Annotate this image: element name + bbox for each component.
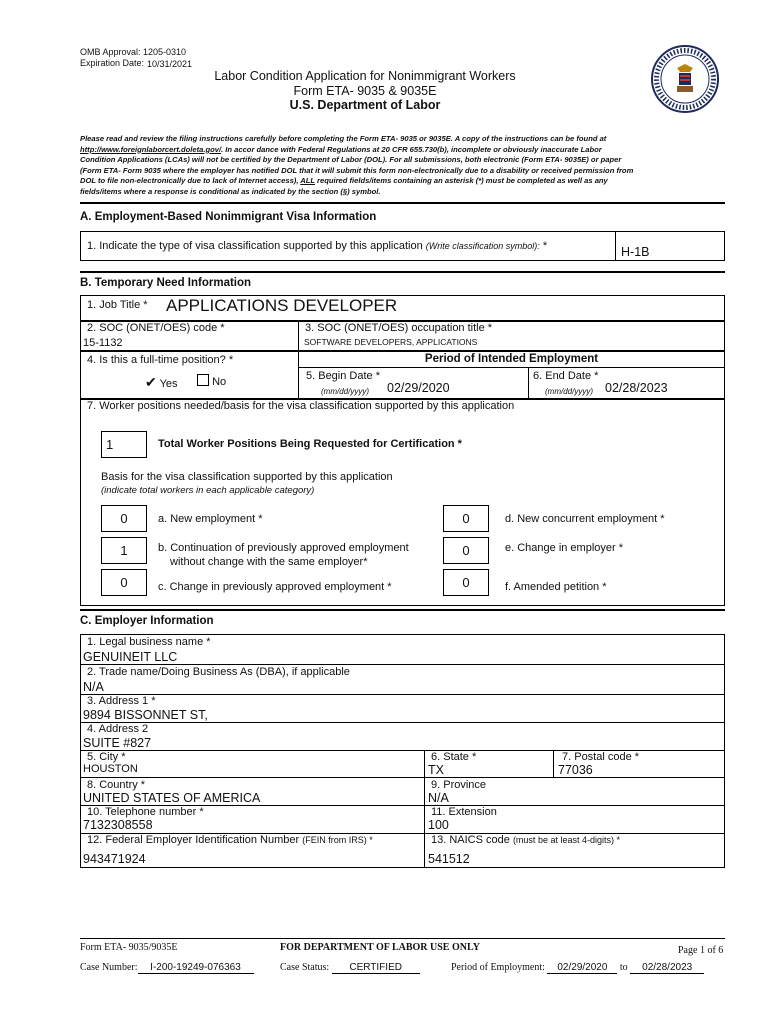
job-title-label: 1. Job Title *	[87, 299, 148, 311]
expiration-value: 10/31/2021	[147, 59, 193, 69]
department-name: U.S. Department of Labor	[289, 98, 441, 112]
address2-value[interactable]: SUITE #827	[83, 736, 152, 750]
phone-label: 10. Telephone number *	[87, 806, 204, 818]
postal-label: 7. Postal code *	[562, 751, 640, 763]
employer-row-rule	[80, 694, 725, 695]
fulltime-label: 4. Is this a full-time position? *	[87, 354, 234, 366]
yes-checkbox-checked-icon: ✔	[145, 374, 157, 390]
soc-title-value[interactable]: SOFTWARE DEVELOPERS, APPLICATIONS	[304, 337, 478, 347]
address1-label: 3. Address 1 *	[87, 695, 156, 707]
change-employer-label: e. Change in employer *	[505, 542, 624, 554]
section-c-header: C. Employer Information	[80, 615, 214, 627]
continuation-label: b. Continuation of previously approved employment	[158, 542, 409, 554]
dba-value[interactable]: N/A	[83, 680, 104, 694]
soc-divider	[298, 321, 299, 351]
basis-label: Basis for the visa classification supported by this application	[101, 471, 393, 483]
extension-value[interactable]: 100	[428, 818, 449, 832]
worker-positions-label: 7. Worker positions needed/basis for the visa classification supported by this application	[87, 400, 515, 412]
employer-row-rule	[80, 777, 725, 778]
period-to-value[interactable]: 02/28/2023	[630, 962, 704, 974]
amended-petition-value[interactable]: 0	[443, 569, 489, 596]
case-status: Case Status: CERTIFIED	[280, 962, 420, 974]
visa-type-divider	[615, 231, 616, 261]
phone-value[interactable]: 7132308558	[83, 818, 153, 832]
soc-title-label: 3. SOC (ONET/OES) occupation title *	[305, 322, 493, 334]
legal-name-label: 1. Legal business name *	[87, 636, 211, 648]
period-of-employment: Period of Employment: 02/29/2020 to 02/28/2023	[451, 962, 704, 974]
footer-rule	[80, 938, 725, 939]
section-b-header: B. Temporary Need Information	[80, 277, 252, 289]
province-value[interactable]: N/A	[428, 791, 449, 805]
basis-hint: (indicate total workers in each applicable category)	[101, 485, 315, 496]
employer-col-divider	[424, 750, 425, 868]
naics-label: 13. NAICS code (must be at least 4-digits) *	[431, 834, 620, 846]
amended-petition-label: f. Amended petition *	[505, 581, 607, 593]
total-positions-value[interactable]: 1	[101, 431, 147, 458]
job-title-value[interactable]: APPLICATIONS DEVELOPER	[166, 296, 398, 315]
change-previous-label: c. Change in previously approved employment *	[158, 581, 392, 593]
begin-date-hint: (mm/dd/yyyy)	[321, 387, 369, 396]
city-value[interactable]: HOUSTON	[83, 763, 138, 775]
case-number-value[interactable]: I-200-19249-076363	[138, 962, 254, 974]
worker-positions-block	[80, 399, 725, 606]
total-positions-label: Total Worker Positions Being Requested for Certification *	[158, 438, 462, 450]
end-date-hint: (mm/dd/yyyy)	[545, 387, 593, 396]
begin-date-value[interactable]: 02/29/2020	[387, 381, 450, 395]
continuation-label-2: without change with the same employer*	[170, 556, 368, 568]
form-number: Form ETA- 9035 & 9035E	[293, 84, 437, 98]
new-employment-value[interactable]: 0	[101, 505, 147, 532]
city-label: 5. City *	[87, 751, 126, 763]
dol-seal-icon	[650, 44, 720, 114]
dba-label: 2. Trade name/Doing Business As (DBA), if applicable	[87, 666, 350, 678]
section-a-rule	[80, 202, 725, 204]
omb-approval: OMB Approval: 1205-0310	[80, 47, 187, 57]
naics-value[interactable]: 541512	[428, 852, 470, 866]
end-date-value[interactable]: 02/28/2023	[605, 381, 668, 395]
concurrent-label: d. New concurrent employment *	[505, 513, 665, 525]
footer-form-number: Form ETA- 9035/9035E	[80, 942, 178, 953]
fulltime-no[interactable]: No	[197, 374, 226, 388]
change-previous-value[interactable]: 0	[101, 569, 147, 596]
fein-value[interactable]: 943471924	[83, 852, 146, 866]
concurrent-value[interactable]: 0	[443, 505, 489, 532]
new-employment-label: a. New employment *	[158, 513, 263, 525]
period-header: Period of Intended Employment	[424, 353, 599, 365]
fulltime-yes[interactable]: ✔ Yes	[145, 374, 178, 390]
employer-row-rule	[80, 664, 725, 665]
section-b-rule	[80, 271, 725, 273]
footer-page: Page 1 of 6	[678, 945, 724, 956]
case-status-value[interactable]: CERTIFIED	[332, 962, 420, 974]
soc-code-label: 2. SOC (ONET/OES) code *	[87, 322, 225, 334]
period-divider	[528, 367, 529, 399]
footer-dol-only: FOR DEPARTMENT OF LABOR USE ONLY	[280, 942, 480, 953]
postal-col-divider	[553, 750, 554, 777]
period-from-value[interactable]: 02/29/2020	[547, 962, 617, 974]
no-checkbox-icon	[197, 374, 209, 386]
change-employer-value[interactable]: 0	[443, 537, 489, 564]
state-label: 6. State *	[431, 751, 477, 763]
period-header-rule	[298, 367, 725, 368]
state-value[interactable]: TX	[428, 763, 444, 777]
employer-row-rule	[80, 722, 725, 723]
visa-type-value[interactable]: H-1B	[621, 245, 650, 259]
expiration-label: Expiration Date:	[80, 58, 145, 68]
address2-label: 4. Address 2	[87, 723, 149, 735]
country-label: 8. Country *	[87, 779, 146, 791]
section-c-rule	[80, 609, 725, 611]
fein-label: 12. Federal Employer Identification Number (FEIN from IRS) *	[87, 834, 373, 846]
end-date-label: 6. End Date *	[533, 370, 599, 382]
extension-label: 11. Extension	[431, 806, 497, 818]
visa-type-label: 1. Indicate the type of visa classification supported by this application (Write classification symbol): *	[87, 240, 548, 252]
postal-value[interactable]: 77036	[558, 763, 593, 777]
continuation-value[interactable]: 1	[101, 537, 147, 564]
soc-code-value[interactable]: 15-1132	[83, 337, 123, 349]
case-number: Case Number: I-200-19249-076363	[80, 962, 254, 974]
instructions: Please read and review the filing instructions carefully before completing the Form ETA- 9035 or 9035E. A copy of the instructions can be found at http://www.foreignlaborcert.doleta.gov/. In accor dance with Federal Regulations at 20 CFR 655.730(b), incomplete or obviously inaccurate Labor Condition Applications (LCAs) will not be certified by the Department of Labor (DOL). For all submissions, both electronic (Form ETA- 9035E) or paper (Form ETA- Form 9035 where the employer has notified DOL that it will submit this form non-electronically due to a disability or received permission from DOL to file non-electronically due to lack of Internet access), ALL required fields/items containing an asterisk (*) must be completed as well as any fields/items where a response is conditional as indicated by the section (§) symbol.	[80, 134, 634, 196]
form-title: Labor Condition Application for Nonimmigrant Workers	[214, 69, 516, 83]
begin-date-label: 5. Begin Date *	[306, 370, 380, 382]
instructions-link[interactable]: http://www.foreignlaborcert.doleta.gov/	[80, 144, 222, 154]
address1-value[interactable]: 9894 BISSONNET ST,	[83, 708, 208, 722]
province-label: 9. Province	[431, 779, 487, 791]
section-a-header: A. Employment-Based Nonimmigrant Visa Information	[80, 211, 377, 223]
country-value[interactable]: UNITED STATES OF AMERICA	[83, 791, 261, 805]
legal-name-value[interactable]: GENUINEIT LLC	[83, 650, 178, 664]
